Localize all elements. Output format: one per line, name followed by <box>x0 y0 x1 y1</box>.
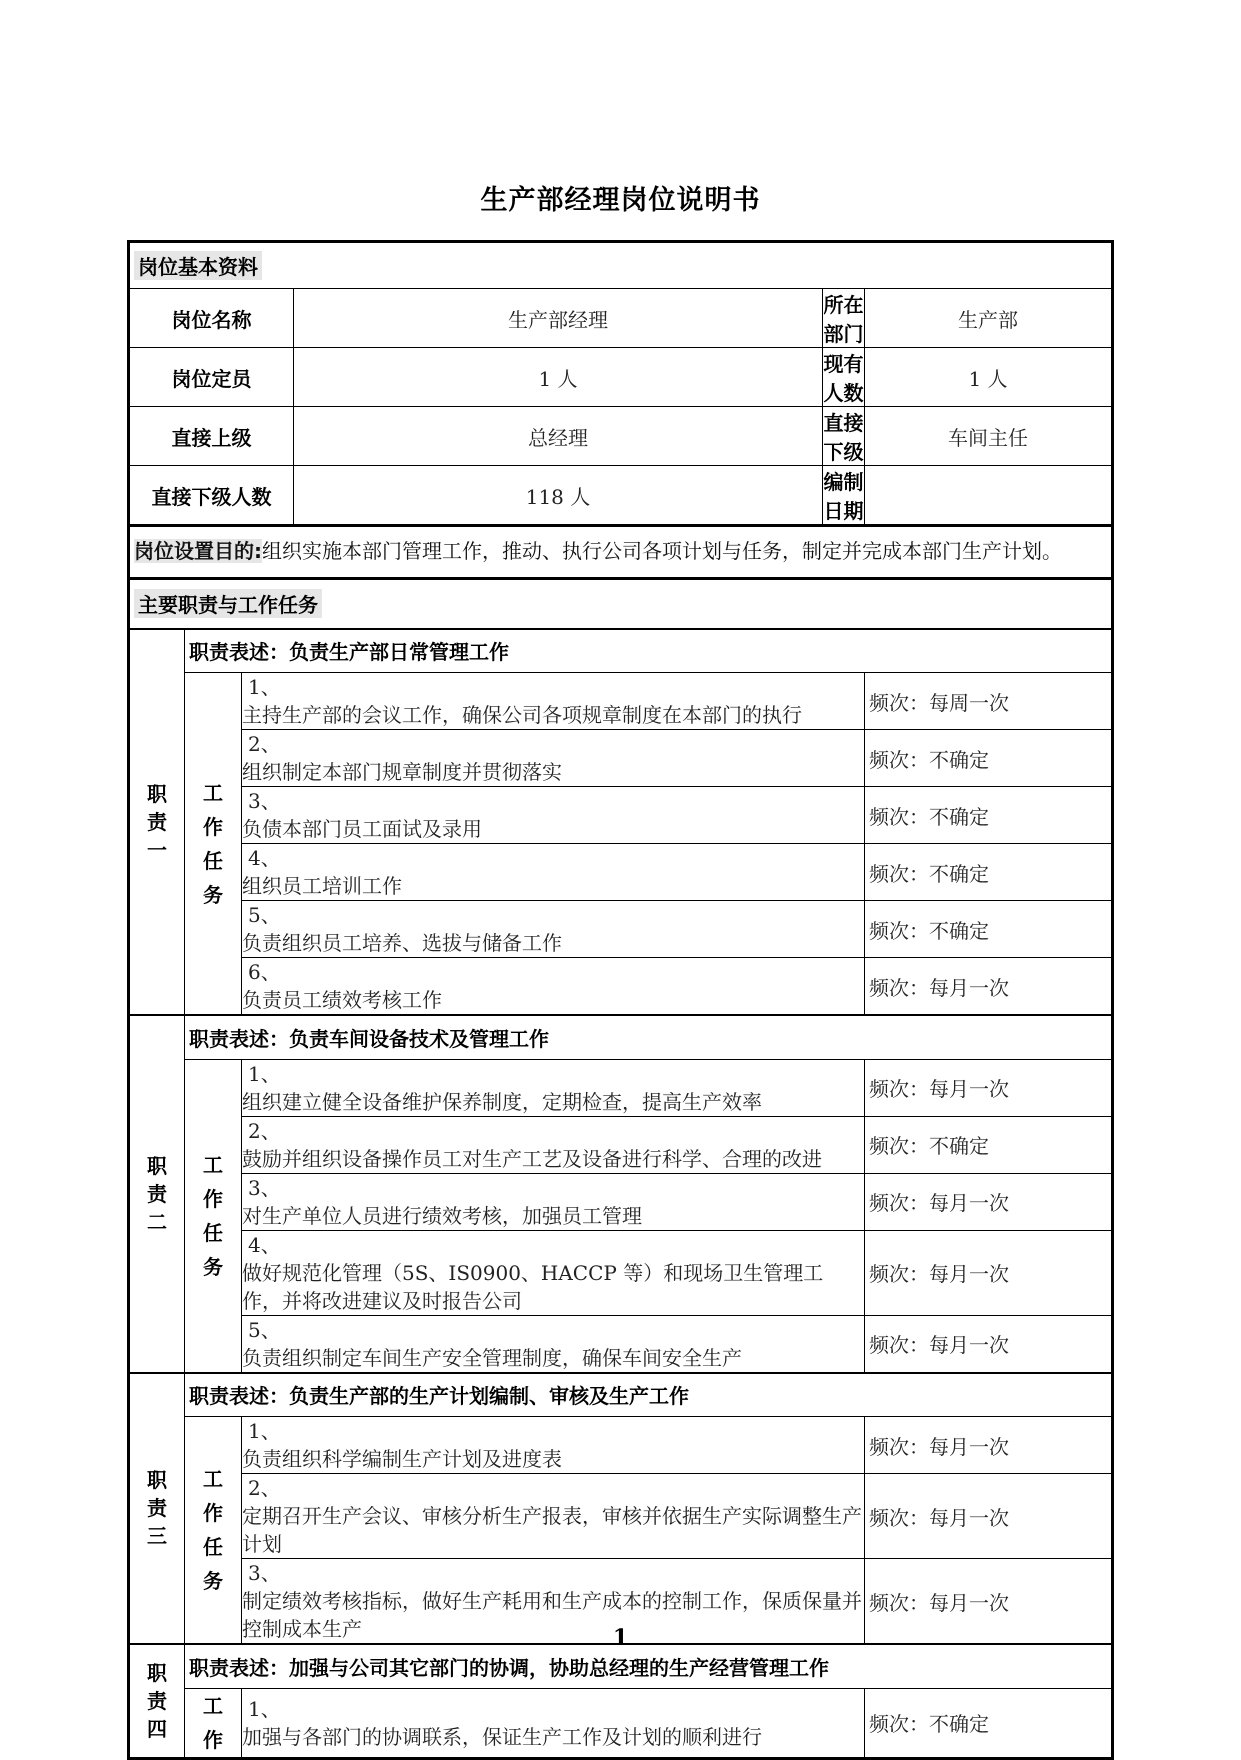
duty-name-char: 职 <box>147 1660 167 1685</box>
field-value: 118 人 <box>294 466 823 526</box>
duty-name-char: 责 <box>147 809 167 834</box>
work-label-char: 任 <box>203 1535 223 1559</box>
duty-name-cell <box>129 1015 185 1373</box>
work-task-label <box>185 673 242 1016</box>
task-text-cell <box>242 958 865 1016</box>
duty-name-cell <box>129 1644 185 1758</box>
task-text: 负责员工绩效考核工作 <box>242 988 442 1012</box>
work-label-char: 作 <box>203 1727 223 1752</box>
task-text: 做好规范化管理（5S、IS0900、HACCP 等）和现场卫生管理工作，并将改进建议及时报告公司 <box>242 1260 824 1313</box>
task-number: 3、 <box>248 789 281 813</box>
task-row <box>129 787 1113 844</box>
field-label: 现有人数 <box>823 348 865 407</box>
duty-name-char: 责 <box>147 1181 167 1206</box>
task-text: 负责组织员工培养、选拔与储备工作 <box>242 931 562 955</box>
task-row <box>129 730 1113 787</box>
task-frequency: 频次：每周一次 <box>865 673 1113 730</box>
task-frequency: 频次：每月一次 <box>865 1559 1113 1645</box>
task-text: 鼓励并组织设备操作员工对生产工艺及设备进行科学、合理的改进 <box>242 1146 822 1171</box>
field-value <box>865 466 1113 526</box>
task-number: 2、 <box>248 1476 281 1500</box>
task-row <box>129 1173 1113 1230</box>
task-row <box>129 1230 1113 1315</box>
task-row <box>129 1116 1113 1173</box>
task-row <box>129 901 1113 958</box>
work-label-line <box>185 1462 241 1530</box>
work-label-line <box>185 1216 241 1284</box>
basic-info-header-row <box>129 242 1113 289</box>
work-label-char: 任 <box>203 1220 223 1245</box>
task-frequency: 频次：每月一次 <box>865 958 1113 1016</box>
task-row <box>129 1059 1113 1116</box>
task-text-cell <box>242 730 865 787</box>
field-value: 1 人 <box>865 348 1113 407</box>
work-label-line <box>185 844 241 912</box>
task-text-cell <box>242 1474 865 1559</box>
duty-name-char: 职 <box>147 781 167 806</box>
task-number: 4、 <box>248 846 281 870</box>
duty-desc-row <box>129 1373 1113 1417</box>
task-text-cell <box>242 1688 865 1758</box>
work-label-char: 作 <box>203 814 223 839</box>
task-frequency: 频次：不确定 <box>865 730 1113 787</box>
task-row <box>129 1474 1113 1559</box>
task-frequency: 频次：不确定 <box>865 901 1113 958</box>
field-label: 岗位定员 <box>129 348 294 407</box>
page-title: 生产部经理岗位说明书 <box>480 185 761 216</box>
task-text: 主持生产部的会议工作，确保公司各项规章制度在本部门的执行 <box>242 703 802 727</box>
task-number: 4、 <box>248 1232 281 1257</box>
task-text-cell <box>242 844 865 901</box>
duty-description: 职责表述：负责生产部日常管理工作 <box>185 629 1113 673</box>
task-text-cell <box>242 1230 865 1315</box>
task-text-cell <box>242 1173 865 1230</box>
task-text: 加强与各部门的协调联系，保证生产工作及计划的顺利进行 <box>242 1724 762 1749</box>
duty-name-char: 职 <box>147 1153 167 1178</box>
duty-name-char: 责 <box>147 1688 167 1713</box>
field-label: 岗位名称 <box>129 289 294 348</box>
task-frequency: 频次：每月一次 <box>865 1230 1113 1315</box>
work-label-line <box>185 1530 241 1598</box>
task-text-cell <box>242 1059 865 1116</box>
task-row <box>129 1315 1113 1373</box>
task-number: 2、 <box>248 732 281 756</box>
duty-name-char: 一 <box>147 837 167 862</box>
work-label-line <box>185 1148 241 1216</box>
field-value: 生产部 <box>865 289 1113 348</box>
task-row <box>129 1417 1113 1474</box>
duty-desc-row <box>129 1015 1113 1059</box>
basic-info-label: 岗位基本资料 <box>134 251 262 280</box>
task-text-cell <box>242 673 865 730</box>
work-label-char: 作 <box>203 1186 223 1211</box>
task-text: 负责组织制定车间生产安全管理制度，确保车间安全生产 <box>242 1345 742 1370</box>
task-text-cell <box>242 1116 865 1173</box>
task-text-cell <box>242 901 865 958</box>
purpose-cell <box>129 526 1113 579</box>
field-value: 总经理 <box>294 407 823 466</box>
task-row <box>129 958 1113 1016</box>
task-frequency: 频次：每月一次 <box>865 1059 1113 1116</box>
task-number: 1、 <box>248 1419 281 1443</box>
duties-header-cell <box>129 579 1113 629</box>
basic-info-cell <box>129 242 1113 289</box>
task-number: 3、 <box>248 1561 281 1585</box>
duty-name-char: 责 <box>147 1496 167 1521</box>
work-task-label <box>185 1688 242 1758</box>
field-value: 生产部经理 <box>294 289 823 348</box>
work-label-char: 工 <box>203 780 223 805</box>
work-label-char: 任 <box>203 848 223 873</box>
task-row <box>129 1688 1113 1758</box>
task-text: 组织建立健全设备维护保养制度，定期检查，提高生产效率 <box>242 1089 762 1114</box>
duty-name-char: 二 <box>147 1209 167 1234</box>
work-label-char: 工 <box>203 1152 223 1177</box>
work-label-char: 工 <box>203 1467 223 1491</box>
work-label-char: 务 <box>203 1254 223 1279</box>
work-label-char: 务 <box>203 1569 223 1593</box>
task-row <box>129 844 1113 901</box>
task-number: 5、 <box>248 1317 281 1342</box>
field-value: 1 人 <box>294 348 823 407</box>
task-text-cell <box>242 1315 865 1373</box>
task-frequency: 频次：每月一次 <box>865 1315 1113 1373</box>
basic-row <box>129 289 1113 348</box>
field-label: 直接下级 <box>823 407 865 466</box>
task-frequency: 频次：不确定 <box>865 787 1113 844</box>
task-text-cell <box>242 1417 865 1474</box>
task-text: 负责组织科学编制生产计划及进度表 <box>242 1447 562 1471</box>
task-text: 制定绩效考核指标，做好生产耗用和生产成本的控制工作，保质保量并控制成本生产 <box>242 1589 862 1641</box>
basic-row <box>129 348 1113 407</box>
duty-description: 职责表述：负责生产部的生产计划编制、审核及生产工作 <box>185 1373 1113 1417</box>
task-frequency: 频次：每月一次 <box>865 1173 1113 1230</box>
work-label-line <box>185 1689 241 1757</box>
work-label-char: 作 <box>203 1501 223 1525</box>
job-description-table <box>127 240 1114 1760</box>
task-number: 6、 <box>248 960 281 984</box>
duties-label: 主要职责与工作任务 <box>134 589 322 618</box>
field-label: 直接下级人数 <box>129 466 294 526</box>
duty-description: 职责表述：负责车间设备技术及管理工作 <box>185 1015 1113 1059</box>
duty-name-char: 四 <box>147 1716 167 1741</box>
duty-name-cell <box>129 629 185 1016</box>
purpose-row <box>129 526 1113 579</box>
task-text-cell <box>242 787 865 844</box>
page-number: 1 <box>612 1625 629 1651</box>
task-number: 3、 <box>248 1175 281 1200</box>
task-number: 1、 <box>248 1061 281 1086</box>
duty-name-char: 三 <box>147 1524 167 1549</box>
task-number: 2、 <box>248 1118 281 1143</box>
task-frequency: 频次：每月一次 <box>865 1417 1113 1474</box>
work-label-char: 务 <box>203 882 223 907</box>
task-number: 1、 <box>248 675 281 699</box>
task-frequency: 频次：不确定 <box>865 844 1113 901</box>
work-label-char: 工 <box>203 1693 223 1718</box>
task-text: 定期召开生产会议、审核分析生产报表，审核并依据生产实际调整生产计划 <box>242 1504 862 1556</box>
task-text: 对生产单位人员进行绩效考核，加强员工管理 <box>242 1203 642 1228</box>
task-frequency: 频次：不确定 <box>865 1688 1113 1758</box>
duty-desc-row <box>129 629 1113 673</box>
field-label: 直接上级 <box>129 407 294 466</box>
task-frequency: 频次：每月一次 <box>865 1474 1113 1559</box>
work-task-label <box>185 1059 242 1373</box>
task-row <box>129 673 1113 730</box>
duty-description: 职责表述：加强与公司其它部门的协调，协助总经理的生产经营管理工作 <box>185 1644 1113 1688</box>
field-label: 所在部门 <box>823 289 865 348</box>
duty-name-cell <box>129 1373 185 1645</box>
field-value: 车间主任 <box>865 407 1113 466</box>
task-number: 1、 <box>248 1696 281 1721</box>
duty-name-char: 职 <box>147 1468 167 1493</box>
purpose-text: 组织实施本部门管理工作，推动、执行公司各项计划与任务，制定并完成本部门生产计划。 <box>262 539 1062 563</box>
task-text: 组织员工培训工作 <box>242 874 402 898</box>
basic-row <box>129 466 1113 526</box>
task-number: 5、 <box>248 903 281 927</box>
work-task-label <box>185 1417 242 1645</box>
task-text: 组织制定本部门规章制度并贯彻落实 <box>242 760 562 784</box>
task-frequency: 频次：不确定 <box>865 1116 1113 1173</box>
field-label: 编制日期 <box>823 466 865 526</box>
task-text: 负债本部门员工面试及录用 <box>242 817 482 841</box>
work-label-line <box>185 776 241 844</box>
basic-row <box>129 407 1113 466</box>
duties-header-row <box>129 579 1113 629</box>
purpose-label: 岗位设置目的: <box>134 539 262 563</box>
